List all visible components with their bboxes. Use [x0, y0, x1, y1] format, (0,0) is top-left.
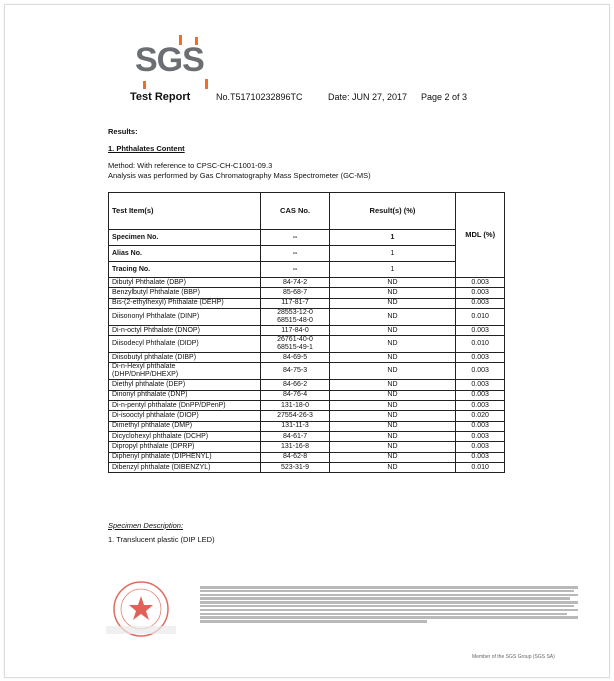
- mdl-cell: 0.003: [456, 278, 505, 288]
- sgs-logo: [135, 35, 217, 95]
- cas-cell: 84-69-5: [261, 353, 329, 363]
- header-result: Result(s) (%): [329, 193, 456, 230]
- table-row: [109, 363, 505, 380]
- alias-row: [109, 246, 505, 262]
- table-row: [109, 462, 505, 472]
- specimen-description-label: Specimen Description:: [108, 521, 184, 530]
- method-text: Method: With reference to CPSC-CH-C1001-09.3: [108, 161, 273, 170]
- page-number: Page 2 of 3: [421, 92, 468, 102]
- cas-cell: 131-11-3: [261, 421, 329, 431]
- mdl-cell: 0.010: [456, 308, 505, 325]
- result-cell: ND: [329, 353, 456, 363]
- result-cell: ND: [329, 308, 456, 325]
- result-cell: ND: [329, 278, 456, 288]
- alias-label: Alias No.: [109, 246, 261, 262]
- cas-cell: 84-62-8: [261, 452, 329, 462]
- table-row: [109, 390, 505, 400]
- results-label: Results:: [108, 127, 138, 136]
- table-row: [109, 353, 505, 363]
- cas-cell: 84-61-7: [261, 431, 329, 441]
- report-number: No.T51710232896TC: [216, 92, 303, 102]
- test-item-cell: Diisodecyl Phthalate (DIDP): [109, 336, 261, 353]
- table-row: [109, 401, 505, 411]
- result-cell: ND: [329, 411, 456, 421]
- specimen-value: 1: [329, 230, 456, 246]
- tracing-row: [109, 262, 505, 278]
- mdl-cell: 0.020: [456, 411, 505, 421]
- mdl-cell: 0.003: [456, 452, 505, 462]
- cas-cell: 84-75-3: [261, 363, 329, 380]
- table-row: [109, 278, 505, 288]
- test-item-cell: Diisononyl Phthalate (DINP): [109, 308, 261, 325]
- result-cell: ND: [329, 431, 456, 441]
- alias-value: 1: [329, 246, 456, 262]
- result-cell: ND: [329, 442, 456, 452]
- mdl-cell: 0.003: [456, 288, 505, 298]
- result-cell: ND: [329, 401, 456, 411]
- tracing-label: Tracing No.: [109, 262, 261, 278]
- cas-cell: 84-66-2: [261, 380, 329, 390]
- official-seal-stamp: [102, 578, 180, 640]
- phthalates-table: [108, 192, 505, 473]
- table-row: [109, 431, 505, 441]
- test-item-cell: Diethyl phthalate (DEP): [109, 380, 261, 390]
- table-row: [109, 288, 505, 298]
- table-row: [109, 336, 505, 353]
- mdl-cell: 0.003: [456, 325, 505, 335]
- table-row: [109, 308, 505, 325]
- cas-cell: 117-81-7: [261, 298, 329, 308]
- tracing-cas: --: [261, 262, 329, 278]
- tracing-value: 1: [329, 262, 456, 278]
- table-header-row: [109, 193, 505, 230]
- result-cell: ND: [329, 288, 456, 298]
- result-cell: ND: [329, 380, 456, 390]
- alias-cas: --: [261, 246, 329, 262]
- table-row: [109, 380, 505, 390]
- analysis-text: Analysis was performed by Gas Chromatography Mass Spectrometer (GC-MS): [108, 171, 371, 180]
- table-row: [109, 421, 505, 431]
- specimen-cas: --: [261, 230, 329, 246]
- specimen-row: [109, 230, 505, 246]
- table-row: [109, 298, 505, 308]
- test-item-cell: Di-isooctyl phthalate (DIOP): [109, 411, 261, 421]
- mdl-cell: 0.003: [456, 431, 505, 441]
- cas-cell: 27554-26-3: [261, 411, 329, 421]
- result-cell: ND: [329, 298, 456, 308]
- mdl-cell: 0.003: [456, 363, 505, 380]
- specimen-label: Specimen No.: [109, 230, 261, 246]
- result-cell: ND: [329, 452, 456, 462]
- test-item-cell: Dibutyl Phthalate (DBP): [109, 278, 261, 288]
- table-row: [109, 442, 505, 452]
- cas-cell: 85-68-7: [261, 288, 329, 298]
- test-item-cell: Dimethyl phthalate (DMP): [109, 421, 261, 431]
- result-cell: ND: [329, 462, 456, 472]
- mdl-cell: 0.003: [456, 401, 505, 411]
- mdl-cell: 0.010: [456, 336, 505, 353]
- terms-fine-print: [200, 586, 578, 626]
- mdl-cell: 0.010: [456, 462, 505, 472]
- cas-cell: 117-84-0: [261, 325, 329, 335]
- test-item-cell: Benzylbutyl Phthalate (BBP): [109, 288, 261, 298]
- mdl-cell: 0.003: [456, 298, 505, 308]
- table-row: [109, 325, 505, 335]
- result-cell: ND: [329, 325, 456, 335]
- mdl-cell: 0.003: [456, 353, 505, 363]
- table-row: [109, 452, 505, 462]
- footer: [102, 578, 555, 660]
- report-title: Test Report: [130, 91, 191, 103]
- test-item-cell: Dipropyl phthalate (DPRP): [109, 442, 261, 452]
- specimen-description: 1. Translucent plastic (DIP LED): [108, 535, 215, 544]
- cas-cell: 131-16-8: [261, 442, 329, 452]
- table-row: [109, 411, 505, 421]
- header-mdl: MDL (%): [456, 193, 505, 278]
- test-item-cell: Diisobutyl phthalate (DIBP): [109, 353, 261, 363]
- cas-cell: 523-31-9: [261, 462, 329, 472]
- member-text: Member of the SGS Group (SGS SA): [472, 654, 555, 660]
- cas-cell: 26761-40-0 68515-49-1: [261, 336, 329, 353]
- cas-cell: 84-76-4: [261, 390, 329, 400]
- header-test-item: Test Item(s): [109, 193, 261, 230]
- section-title: 1. Phthalates Content: [108, 144, 185, 153]
- mdl-cell: 0.003: [456, 380, 505, 390]
- result-cell: ND: [329, 421, 456, 431]
- cas-cell: 28553-12-0 68515-48-0: [261, 308, 329, 325]
- test-item-cell: Dicyclohexyl phthalate (DCHP): [109, 431, 261, 441]
- test-item-cell: Diphenyl phthalate (DIPHENYL): [109, 452, 261, 462]
- mdl-cell: 0.003: [456, 442, 505, 452]
- mdl-cell: 0.003: [456, 421, 505, 431]
- test-item-cell: Di-n-octyl Phthalate (DNOP): [109, 325, 261, 335]
- cas-cell: 84-74-2: [261, 278, 329, 288]
- test-item-cell: Di-n-pentyl phthalate (DnPP/DPenP): [109, 401, 261, 411]
- mdl-cell: 0.003: [456, 390, 505, 400]
- test-item-cell: Dinonyl phthalate (DNP): [109, 390, 261, 400]
- result-cell: ND: [329, 336, 456, 353]
- test-item-cell: Bis-(2-ethylhexyl) Phthalate (DEHP): [109, 298, 261, 308]
- result-cell: ND: [329, 363, 456, 380]
- header-cas: CAS No.: [261, 193, 329, 230]
- test-item-cell: Di-n-Hexyl phthalate (DHP/DnHP/DHEXP): [109, 363, 261, 380]
- cas-cell: 131-18-0: [261, 401, 329, 411]
- report-date: Date: JUN 27, 2017: [328, 92, 408, 102]
- test-item-cell: Dibenzyl phthalate (DIBENZYL): [109, 462, 261, 472]
- result-cell: ND: [329, 390, 456, 400]
- logo-text: SGS: [135, 41, 204, 79]
